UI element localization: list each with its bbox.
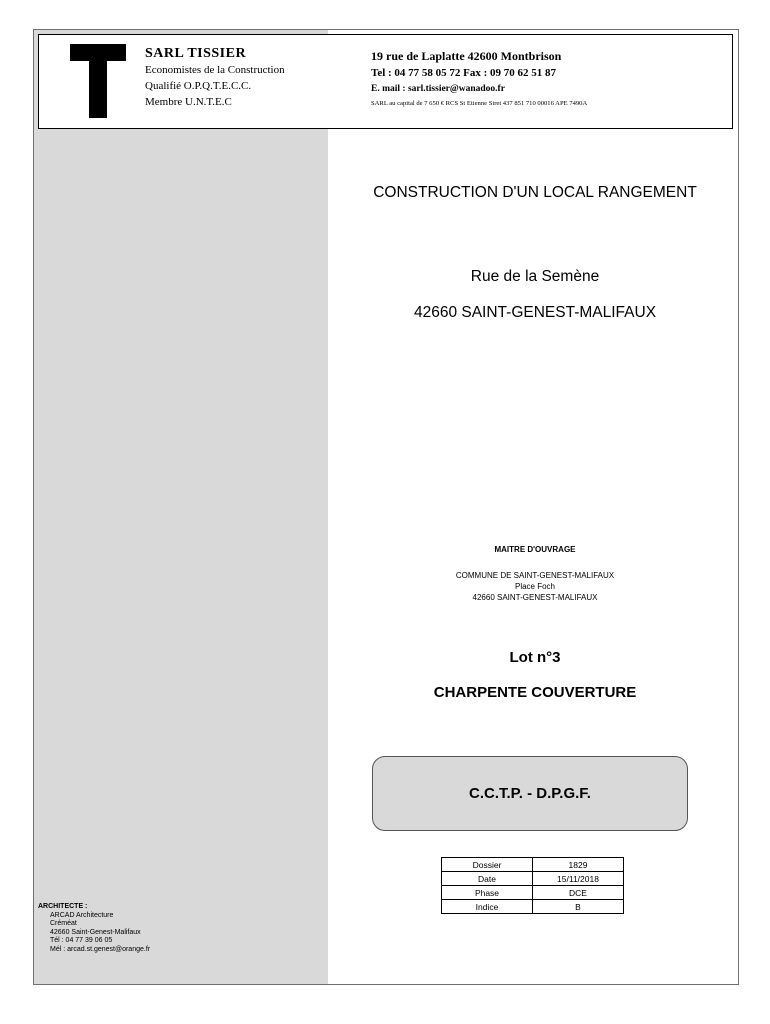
table-key: Indice bbox=[442, 900, 533, 914]
project-city: 42660 SAINT-GENEST-MALIFAUX bbox=[413, 304, 657, 321]
architect-line: Mél : arcad.st.genest@orange.fr bbox=[50, 945, 151, 953]
maitre-ouvrage-label: MAITRE D'OUVRAGE bbox=[494, 545, 576, 554]
maitre-ouvrage-line: COMMUNE DE SAINT-GENEST-MALIFAUX bbox=[455, 571, 615, 580]
architect-line: Créméat bbox=[50, 920, 77, 927]
lot-number: Lot n°3 bbox=[509, 649, 561, 666]
firm-line: Qualifié O.P.Q.T.E.C.C. bbox=[145, 80, 252, 92]
document-type-box bbox=[372, 756, 688, 831]
maitre-ouvrage-line: Place Foch bbox=[514, 582, 556, 591]
firm-phone-fax: Tel : 04 77 58 05 72 Fax : 09 70 62 51 87 bbox=[371, 67, 557, 79]
lot-name: CHARPENTE COUVERTURE bbox=[433, 684, 637, 701]
dossier-info-table bbox=[441, 857, 624, 914]
left-gray-panel bbox=[34, 30, 328, 984]
t-logo-icon bbox=[70, 44, 126, 118]
table-key: Phase bbox=[442, 886, 533, 900]
table-value: B bbox=[533, 900, 624, 914]
firm-name: SARL TISSIER bbox=[145, 46, 247, 61]
table-row bbox=[442, 886, 624, 900]
table-value: 1829 bbox=[533, 858, 624, 872]
firm-line: Membre U.N.T.E.C bbox=[145, 96, 232, 108]
table-row bbox=[442, 900, 624, 914]
architect-line: Tél : 04 77 39 06 05 bbox=[50, 937, 113, 944]
project-street: Rue de la Semène bbox=[470, 268, 600, 285]
table-row bbox=[442, 872, 624, 886]
document-type: C.C.T.P. - D.P.G.F. bbox=[469, 785, 591, 802]
contact-block bbox=[371, 47, 587, 110]
firm-legal: SARL au capital de 7 650 € RCS St Etienne Siret 437 851 710 00016 APE 7490A bbox=[371, 100, 588, 107]
architect-line: 42660 Saint-Genest-Malifaux bbox=[50, 928, 141, 936]
table-value: 15/11/2018 bbox=[533, 872, 624, 886]
table-key: Dossier bbox=[442, 858, 533, 872]
maitre-ouvrage-line: 42660 SAINT-GENEST-MALIFAUX bbox=[472, 593, 598, 602]
architect-line: ARCAD Architecture bbox=[50, 911, 114, 919]
firm-email: E. mail : sarl.tissier@wanadoo.fr bbox=[371, 84, 505, 94]
architect-label: ARCHITECTE : bbox=[38, 903, 88, 910]
table-row bbox=[442, 858, 624, 872]
table-value: DCE bbox=[533, 886, 624, 900]
project-title: CONSTRUCTION D'UN LOCAL RANGEMENT bbox=[373, 184, 697, 201]
maitre-ouvrage-address bbox=[334, 570, 736, 603]
firm-line: Economistes de la Construction bbox=[145, 64, 285, 76]
architect-block bbox=[38, 903, 150, 954]
firm-address: 19 rue de Laplatte 42600 Montbrison bbox=[371, 49, 562, 63]
table-key: Date bbox=[442, 872, 533, 886]
firm-block bbox=[145, 46, 285, 110]
